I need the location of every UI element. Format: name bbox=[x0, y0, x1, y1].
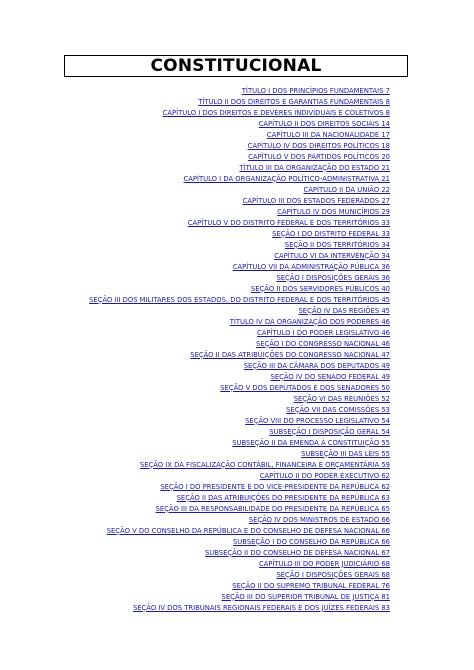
toc-entry bbox=[60, 559, 390, 570]
toc-entry bbox=[60, 603, 390, 614]
toc-entry bbox=[60, 229, 390, 240]
toc-entry-link[interactable]: TÍTULO II DOS DIREITOS E GARANTIAS FUNDAMENTAIS 8 bbox=[198, 97, 390, 106]
toc-entry-link[interactable]: CAPÍTULO III DOS ESTADOS FEDERADOS 27 bbox=[242, 196, 390, 205]
toc-entry bbox=[60, 317, 390, 328]
toc-entry bbox=[60, 394, 390, 405]
toc-entry-link[interactable]: SEÇÃO VI DAS REUNIÕES 52 bbox=[293, 394, 390, 403]
toc-entry-link[interactable]: SUBSEÇÃO I DISPOSIÇÃO GERAL 54 bbox=[269, 427, 390, 436]
toc-entry-link[interactable]: SEÇÃO II DAS ATRIBUIÇÕES DO CONGRESSO NACIONAL 47 bbox=[190, 350, 390, 359]
toc-entry-link[interactable]: CAPÍTULO I DO PODER LEGISLATIVO 46 bbox=[256, 328, 390, 337]
toc-entry bbox=[60, 460, 390, 471]
toc-entry bbox=[60, 504, 390, 515]
document-title: CONSTITUCIONAL bbox=[64, 55, 408, 77]
toc-entry bbox=[60, 482, 390, 493]
toc-entry-link[interactable]: CAPÍTULO III DO PODER JUDICIÁRIO 68 bbox=[259, 559, 390, 568]
toc-entry bbox=[60, 262, 390, 273]
toc-entry-link[interactable]: SUBSEÇÃO III DAS LEIS 55 bbox=[301, 449, 390, 458]
toc-entry bbox=[60, 361, 390, 372]
toc-entry bbox=[60, 185, 390, 196]
toc-entry-link[interactable]: SEÇÃO I DO CONGRESSO NACIONAL 46 bbox=[256, 339, 390, 348]
toc-entry-link[interactable]: SEÇÃO IX DA FISCALIZAÇÃO CONTÁBIL, FINANCEIRA E ORÇAMENTÁRIA 59 bbox=[139, 460, 390, 469]
toc-entry-link[interactable]: SUBSEÇÃO II DO CONSELHO DE DEFESA NACIONAL 67 bbox=[204, 548, 390, 557]
toc-entry-link[interactable]: CAPÍTULO VII DA ADMINISTRAÇÃO PÚBLICA 36 bbox=[232, 262, 390, 271]
toc-entry-link[interactable]: SEÇÃO V DO CONSELHO DA REPÚBLICA E DO CONSELHO DE DEFESA NACIONAL 66 bbox=[106, 526, 390, 535]
toc-entry-link[interactable]: CAPÍTULO II DOS DIREITOS SOCIAIS 14 bbox=[258, 119, 390, 128]
toc-entry-link[interactable]: SEÇÃO IV DO SENADO FEDERAL 49 bbox=[270, 372, 390, 381]
toc-entry-link[interactable]: SEÇÃO IV DOS MINISTROS DE ESTADO 66 bbox=[248, 515, 390, 524]
toc-entry bbox=[60, 273, 390, 284]
toc-entry bbox=[60, 251, 390, 262]
toc-entry bbox=[60, 328, 390, 339]
toc-entry-link[interactable]: SEÇÃO VIII DO PROCESSO LEGISLATIVO 54 bbox=[245, 416, 390, 425]
toc-entry bbox=[60, 372, 390, 383]
toc-entry bbox=[60, 306, 390, 317]
toc-entry bbox=[60, 427, 390, 438]
toc-entry bbox=[60, 526, 390, 537]
toc-entry-link[interactable]: CAPÍTULO I DOS DIREITOS E DEVERES INDIVIDUAIS E COLETIVOS 8 bbox=[162, 108, 390, 117]
toc-entry-link[interactable]: SUBSEÇÃO I DO CONSELHO DA REPÚBLICA 66 bbox=[232, 537, 390, 546]
toc-entry bbox=[60, 449, 390, 460]
toc-entry-link[interactable]: TÍTULO IV DA ORGANIZAÇÃO DOS PODERES 46 bbox=[229, 317, 390, 326]
toc-entry-link[interactable]: CAPÍTULO II DO PODER EXECUTIVO 62 bbox=[259, 471, 390, 480]
toc-entry-link[interactable]: SEÇÃO I DISPOSIÇÕES GERAIS 36 bbox=[276, 273, 390, 282]
toc-entry-link[interactable]: SEÇÃO III DOS MILITARES DOS ESTADOS, DO DISTRITO FEDERAL E DOS TERRITÓRIOS 45 bbox=[89, 295, 390, 304]
toc-entry-link[interactable]: CAPÍTULO V DOS PARTIDOS POLÍTICOS 20 bbox=[248, 152, 390, 161]
toc-entry bbox=[60, 108, 390, 119]
toc-entry bbox=[60, 196, 390, 207]
toc-entry bbox=[60, 339, 390, 350]
toc-entry-link[interactable]: SEÇÃO IV DAS REGIÕES 45 bbox=[298, 306, 390, 315]
toc-entry-link[interactable]: SUBSEÇÃO II DA EMENDA À CONSTITUIÇÃO 55 bbox=[232, 438, 390, 447]
toc-entry bbox=[60, 493, 390, 504]
toc-entry bbox=[60, 174, 390, 185]
toc-entry bbox=[60, 141, 390, 152]
toc-entry-link[interactable]: CAPÍTULO I DA ORGANIZAÇÃO POLÍTICO-ADMINISTRATIVA 21 bbox=[183, 174, 390, 183]
toc-entry-link[interactable]: CAPÍTULO IV DOS MUNICÍPIOS 29 bbox=[277, 207, 390, 216]
toc-entry bbox=[60, 207, 390, 218]
toc-entry bbox=[60, 416, 390, 427]
toc-entry bbox=[60, 350, 390, 361]
toc-entry bbox=[60, 471, 390, 482]
toc-entry bbox=[60, 537, 390, 548]
toc-entry-link[interactable]: CAPÍTULO IV DOS DIREITOS POLÍTICOS 18 bbox=[247, 141, 390, 150]
toc-entry-link[interactable]: CAPÍTULO VI DA INTERVENÇÃO 34 bbox=[274, 251, 390, 260]
toc-entry bbox=[60, 405, 390, 416]
toc-entry-link[interactable]: SEÇÃO III DO SUPERIOR TRIBUNAL DE JUSTIÇA 81 bbox=[221, 592, 390, 601]
toc-entry-link[interactable]: SEÇÃO V DOS DEPUTADOS E DOS SENADORES 50 bbox=[220, 383, 390, 392]
toc-entry bbox=[60, 570, 390, 581]
toc-entry-link[interactable]: SEÇÃO VII DAS COMISSÕES 53 bbox=[286, 405, 390, 414]
toc-entry bbox=[60, 515, 390, 526]
toc-entry-link[interactable]: CAPÍTULO V DO DISTRITO FEDERAL E DOS TERRITÓRIOS 33 bbox=[187, 218, 390, 227]
toc-entry bbox=[60, 130, 390, 141]
toc-entry bbox=[60, 295, 390, 306]
toc-entry bbox=[60, 438, 390, 449]
toc-entry bbox=[60, 86, 390, 97]
toc-entry-link[interactable]: SEÇÃO II DAS ATRIBUIÇÕES DO PRESIDENTE DA REPÚBLICA 63 bbox=[176, 493, 390, 502]
toc-entry-link[interactable]: SEÇÃO I DO DISTRITO FEDERAL 33 bbox=[272, 229, 390, 238]
toc-entry-link[interactable]: TÍTULO I DOS PRINCÍPIOS FUNDAMENTAIS 7 bbox=[241, 86, 390, 95]
toc-entry bbox=[60, 218, 390, 229]
toc-entry bbox=[60, 97, 390, 108]
toc-entry bbox=[60, 163, 390, 174]
toc-entry-link[interactable]: SEÇÃO II DOS SERVIDORES PÚBLICOS 40 bbox=[250, 284, 390, 293]
toc-entry bbox=[60, 383, 390, 394]
toc-entry-link[interactable]: SEÇÃO IV DOS TRIBUNAIS REGIONAIS FEDERAIS E DOS JUÍZES FEDERAIS 83 bbox=[132, 603, 390, 612]
toc-entry bbox=[60, 581, 390, 592]
toc-entry-link[interactable]: SEÇÃO I DO PRESIDENTE E DO VICE-PRESIDENTE DA REPÚBLICA 62 bbox=[160, 482, 390, 491]
toc-entry-link[interactable]: SEÇÃO II DOS TERRITÓRIOS 34 bbox=[284, 240, 390, 249]
toc-entry bbox=[60, 548, 390, 559]
toc-entry-link[interactable]: TÍTULO III DA ORGANIZAÇÃO DO ESTADO 21 bbox=[239, 163, 390, 172]
toc-entry bbox=[60, 152, 390, 163]
toc-entry-link[interactable]: SEÇÃO II DO SUPREMO TRIBUNAL FEDERAL 76 bbox=[232, 581, 390, 590]
toc-entry bbox=[60, 284, 390, 295]
toc-entry bbox=[60, 592, 390, 603]
toc-entry bbox=[60, 119, 390, 130]
toc-entry-link[interactable]: CAPÍTULO II DA UNIÃO 22 bbox=[303, 185, 390, 194]
toc-entry-link[interactable]: SEÇÃO III DA RESPONSABILIDADE DO PRESIDENTE DA REPÚBLICA 65 bbox=[155, 504, 390, 513]
table-of-contents bbox=[60, 86, 390, 614]
toc-entry bbox=[60, 240, 390, 251]
toc-entry-link[interactable]: SEÇÃO I DISPOSIÇÕES GERAIS 68 bbox=[276, 570, 390, 579]
toc-entry-link[interactable]: SEÇÃO III DA CÂMARA DOS DEPUTADOS 49 bbox=[243, 361, 390, 370]
toc-entry-link[interactable]: CAPÍTULO III DA NACIONALIDADE 17 bbox=[266, 130, 390, 139]
